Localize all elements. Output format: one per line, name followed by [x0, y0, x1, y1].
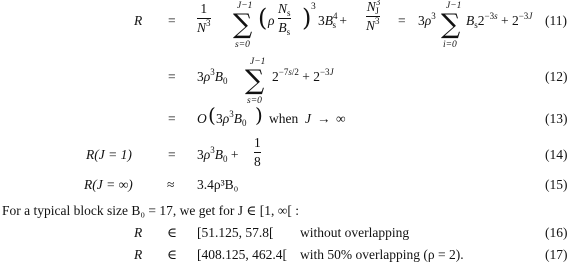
- eq13-infinity: ∞: [336, 111, 346, 126]
- eq12-3rho3b0: $3\rho^3B_0$: [197, 67, 228, 86]
- eq13-big-o: O: [197, 111, 207, 126]
- eq14-lhs: R(J = 1): [86, 147, 132, 162]
- eq17-lhs: R: [134, 247, 143, 262]
- eq13-arg: $3\rho^3B_0$: [216, 109, 247, 128]
- eq11-rho: ρ: [268, 13, 275, 28]
- eq11-sum-upper: J−1: [237, 1, 253, 11]
- eq17-interval: [408.125, 462.4[: [197, 247, 287, 262]
- eq13-when-text: when: [269, 111, 299, 126]
- eq14-number: (14): [545, 147, 568, 162]
- eq11-sum2-lower: i=0: [443, 40, 457, 50]
- eq12-sum-upper: J−1: [250, 57, 266, 67]
- eq11-frac-ns-bs: $N_s$ $B_s$: [278, 1, 291, 37]
- eq11-relation: =: [168, 13, 176, 28]
- eq16-interval: [51.125, 57.8[: [197, 225, 274, 240]
- eq14-frac-1-over-8: 1 8: [254, 135, 261, 169]
- eq11-sum2-upper: J−1: [446, 1, 462, 11]
- eq13-left-paren: (: [208, 103, 216, 127]
- eq11-tail: $B_s2^{-3s} + 2^{-3J}$: [466, 11, 533, 30]
- eq17-relation: ∈: [167, 247, 177, 262]
- eq17-number: (17): [545, 247, 568, 262]
- eq13-right-paren: ): [255, 103, 263, 127]
- eq11-sum-lower: s=0: [235, 40, 250, 50]
- eq11-equals-2: =: [398, 13, 406, 28]
- eq11-left-paren: (: [258, 4, 268, 32]
- eq12-sum-lower: s=0: [247, 96, 262, 106]
- eq16-number: (16): [545, 225, 568, 240]
- eq13-arrow: →: [317, 111, 331, 126]
- eq15-relation: ≈: [167, 177, 175, 192]
- eq11-cube-exponent: 3: [311, 2, 316, 12]
- eq11-frac-nj3-n3: $N^3_J$ $N^3$: [366, 0, 381, 33]
- eq13-j: J: [305, 111, 311, 126]
- body-paragraph: For a typical block size B₀ = 17, we get for J ∈ [1, ∞[ :: [2, 203, 299, 218]
- eq16-note: without overlapping: [300, 225, 410, 240]
- eq11-3rho3: $3\rho^3$: [418, 11, 436, 28]
- eq11-frac-1-over-n3: 1 $N^3$: [197, 1, 211, 35]
- eq16-lhs: R: [134, 225, 143, 240]
- eq16-relation: ∈: [167, 225, 177, 240]
- eq13-relation: =: [168, 111, 176, 126]
- eq11-term-3bs4: $3B^4_s$ +: [318, 11, 348, 30]
- eq11-sum2-sign: ∑: [441, 9, 461, 40]
- eq15-number: (15): [545, 177, 568, 192]
- eq12-tail: $2^{-7s/2} + 2^{-3J}$: [272, 67, 334, 84]
- eq11-lhs: R: [134, 13, 143, 28]
- eq17-note: with 50% overlapping (ρ = 2).: [300, 247, 464, 262]
- eq14-relation: =: [168, 147, 176, 162]
- eq14-rhs: $3\rho^3B_0$ +: [197, 145, 239, 164]
- eq11-right-paren: ): [302, 4, 312, 32]
- eq12-relation: =: [168, 69, 176, 84]
- eq13-number: (13): [545, 111, 568, 126]
- eq11-sum-sign: ∑: [233, 9, 253, 40]
- eq12-sum-sign: ∑: [245, 65, 265, 96]
- eq12-number: (12): [545, 69, 568, 84]
- eq15-rhs: 3.4ρ³B₀: [197, 177, 239, 192]
- eq15-lhs: R(J = ∞): [84, 177, 133, 192]
- eq11-number: (11): [545, 13, 567, 28]
